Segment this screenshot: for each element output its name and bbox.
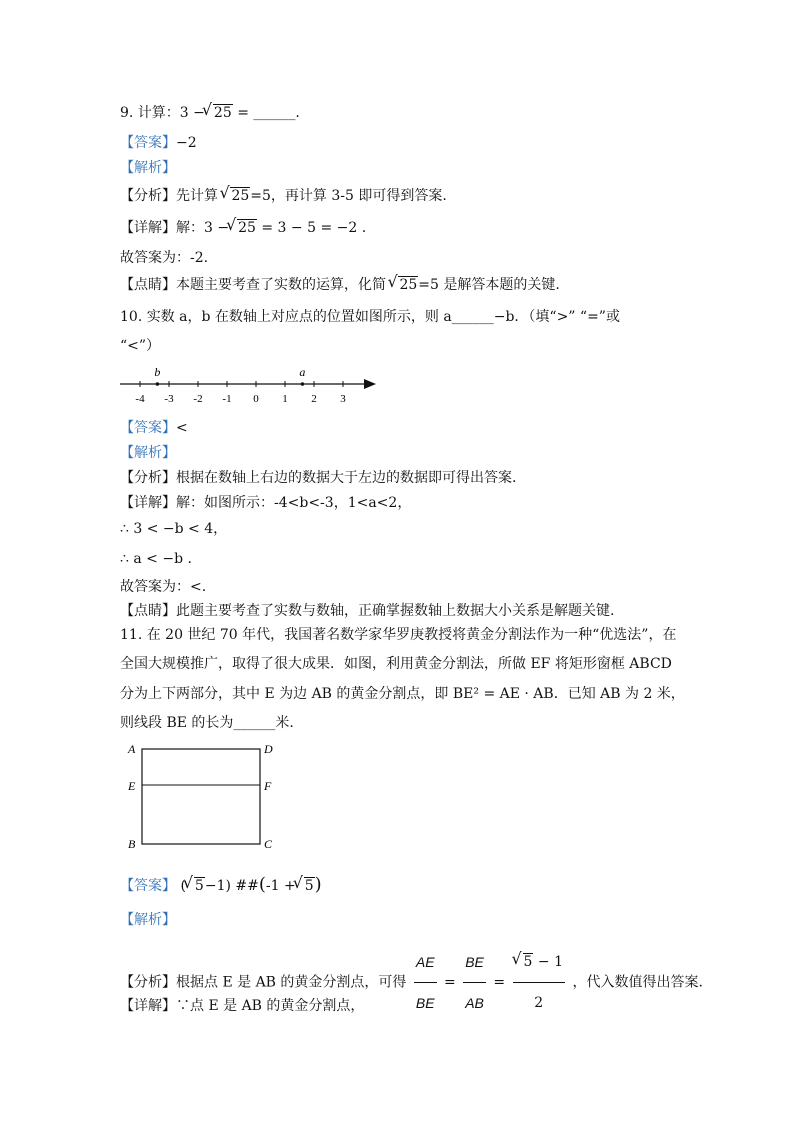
q11-question-line3: 分为上下两部分，其中 E 为边 AB 的黄金分割点，即 BE² = AE · AB．已知 AB 为 2 米， [120, 686, 685, 702]
sqrt: √ 25 [229, 218, 257, 238]
number-line-figure [118, 360, 380, 410]
label-b: B [128, 837, 136, 851]
point-b [156, 382, 160, 386]
label-f: F [264, 779, 272, 793]
tick-label: -4 [135, 393, 145, 405]
label-c: C [264, 837, 273, 851]
fraction-golden-ratio: √ $\frac{5 - 1}{2}$ [513, 942, 565, 1023]
q9-question [120, 103, 300, 123]
q10-step1: ∴ 3 < −b < 4， [120, 521, 228, 537]
tick-label: 1 [282, 393, 288, 405]
sqrt: √ 25 [390, 275, 418, 295]
label-a: A [128, 742, 136, 756]
q10-jiexi: 【解析】 [120, 445, 176, 461]
point-b-label: b [154, 365, 161, 379]
point-a-label: a [299, 365, 306, 379]
tick-label: -1 [222, 393, 232, 405]
tick-label: 2 [311, 393, 317, 405]
fraction-ae-be: $\frac{AE}{BE}$ [414, 942, 437, 1023]
sqrt: √ 5 [515, 942, 534, 982]
q9-key-point: 【点睛】本题主要考查了实数的运算，化简 √ 25=5 是解答本题的关键. [120, 275, 560, 295]
q11-analysis: 【分析】根据点 E 是 AB 的黄金分割点，可得 $\frac{AE}{BE}$ = $\frac{BE}{AB}$ = √ $\frac{5 - 1}{2}$ ，代入数值得出答案. [120, 942, 703, 1023]
q9-jiexi: 【解析】 [120, 160, 176, 176]
q11-answer: 【答案】 (√ 5−1) ##(-1 +√ 5) [120, 875, 322, 896]
q10-detail: 【详解】解：如图所示：-4<b<-3，1<a<2， [120, 495, 412, 511]
fraction-be-ab: $\frac{BE}{AB}$ [463, 942, 486, 1023]
q10-question-line2: “<”） [120, 338, 161, 354]
q10-analysis: 【分析】根据在数轴上右边的数据大于左边的数据即可得出答案. [120, 470, 517, 486]
q10-key-point: 【点睛】此题主要考查了实数与数轴，正确掌握数轴上数据大小关系是解题关键. [120, 603, 615, 619]
tick-label: -2 [193, 393, 203, 405]
rectangle-abcd [142, 749, 260, 844]
q9-analysis: 【分析】先计算 √ 25=5，再计算 3-5 即可得到答案. [120, 186, 447, 206]
arrow-icon [364, 379, 376, 389]
label-d: D [264, 742, 273, 756]
sqrt: √ 5 [186, 876, 205, 896]
rectangle-window-figure [124, 738, 284, 854]
tick-label: 0 [253, 393, 259, 405]
q11-question-line1: 11. 在 20 世纪 70 年代，我国著名数学家华罗庚教授将黄金分割法作为一种“优选法”，在 [120, 627, 677, 643]
q10-step2: ∴ a < −b . [120, 551, 192, 567]
q11-jiexi: 【解析】 [120, 912, 176, 928]
q9-question-prefix: 9. 计算：3 − [120, 105, 205, 121]
sqrt: √ 25 [205, 103, 233, 123]
point-a [301, 382, 305, 386]
q10-question-line1: 10. 实数 a，b 在数轴上对应点的位置如图所示，则 a______−b．（填“>” “=”或 [120, 309, 620, 325]
q10-conclusion: 故答案为：<. [120, 579, 207, 595]
q10-answer: 【答案】< [120, 420, 188, 436]
tick-label: -3 [164, 393, 174, 405]
q11-question-line2: 全国大规模推广，取得了很大成果．如图，利用黄金分割法，所做 EF 将矩形窗框 ABCD [120, 656, 672, 672]
q9-question-suffix: = ______. [237, 105, 300, 121]
sqrt: √ 5 [296, 876, 315, 896]
q11-question-line4: 则线段 BE 的长为______米. [120, 715, 294, 731]
label-e: E [128, 779, 136, 793]
q11-detail: 【详解】∵点 E 是 AB 的黄金分割点， [120, 998, 365, 1014]
q9-conclusion: 故答案为：-2. [120, 250, 209, 266]
tick-label: 3 [340, 393, 346, 405]
q9-answer: 【答案】−2 [120, 135, 197, 151]
sqrt: √ 25 [222, 186, 250, 206]
q9-detail: 【详解】解：3 −√ 25 = 3 − 5 = −2 . [120, 218, 366, 238]
